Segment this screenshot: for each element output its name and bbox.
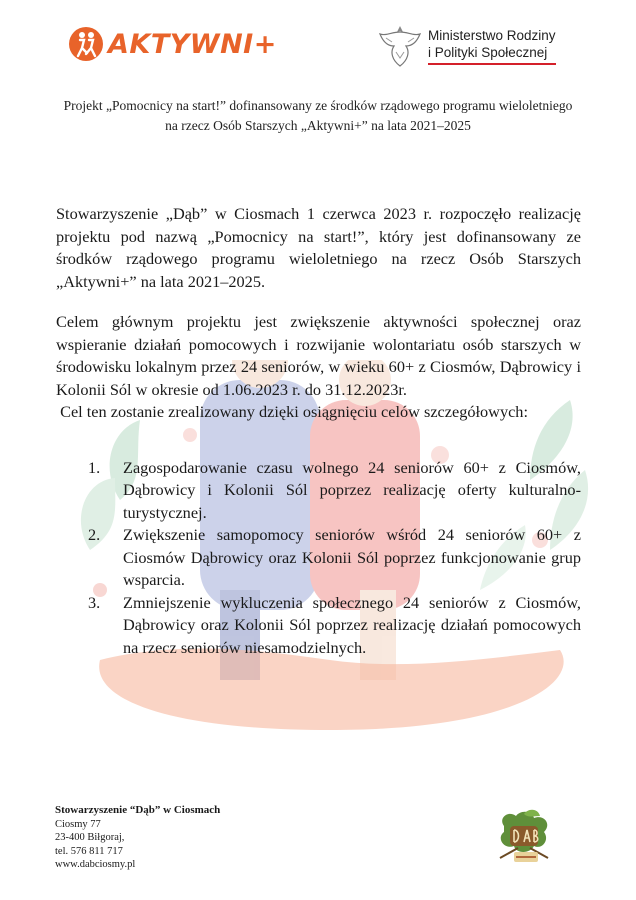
polish-eagle-icon bbox=[378, 22, 422, 70]
ministry-line1: Ministerstwo Rodziny bbox=[428, 28, 556, 43]
aktywni-logo bbox=[68, 26, 277, 62]
project-funding-note bbox=[20, 96, 616, 136]
project-line-1: Projekt „Pomocnicy na start!” dofinansowany ze środków rządowego programu wieloletniego bbox=[63, 98, 573, 113]
footer-city: 23-400 Biłgoraj, bbox=[55, 832, 125, 843]
document-body bbox=[56, 203, 581, 659]
goal-number: 2. bbox=[88, 525, 101, 544]
aktywni-wordmark: AKTYWNI+ bbox=[108, 28, 277, 60]
page-header bbox=[0, 0, 636, 90]
main-goal-paragraph: Celem głównym projektu jest zwiększenie aktywności społecznej oraz wspieranie działań pomocowych i rozwijanie wolontariatu osób starszych w środowisku lokalnym przez 24 seniorów, w wieku 60+ z Ciosmów, Dąbrowicy i Kolonii Sól w okresie od 1.06.2023 r. do 31.12.2023r. bbox=[56, 312, 581, 399]
goal-item bbox=[56, 457, 581, 525]
goal-number: 1. bbox=[88, 457, 101, 477]
intro-paragraph: Stowarzyszenie „Dąb” w Ciosmach 1 czerwca 2023 r. rozpoczęło realizację projektu pod nazwą „Pomocnicy na start!”, który jest dofinansowany ze środków rządowego programu wieloletniego na rzecz Osób Starszych „Aktywni+” na lata 2021–2025. bbox=[56, 204, 581, 291]
goals-intro-paragraph: Cel ten zostanie zrealizowany dzięki osiągnięciu celów szczegółowych: bbox=[56, 402, 528, 421]
goal-text: Zwiększenie samopomocy seniorów wśród 24 seniorów 60+ z Ciosmów Dąbrowicy oraz Kolonii Sól poprzez funkcjonowanie grup wsparcia. bbox=[123, 525, 581, 589]
footer-address bbox=[55, 804, 220, 872]
footer-phone: tel. 576 811 717 bbox=[55, 845, 123, 857]
footer-website[interactable]: www.dabciosmy.pl bbox=[55, 859, 136, 870]
goal-number: 3. bbox=[88, 592, 101, 612]
ministry-logo bbox=[378, 22, 556, 70]
specific-goals-list bbox=[56, 457, 581, 660]
goal-item bbox=[56, 592, 581, 660]
goal-text: Zmniejszenie wykluczenia społecznego 24 seniorów z Ciosmów, Dąbrowicy oraz Kolonii Sól poprzez realizację działań pomocowych na rzecz seniorów niesamodzielnych. bbox=[123, 592, 581, 657]
goal-item bbox=[56, 524, 581, 592]
project-line-2: na rzecz Osób Starszych „Aktywni+” na lata 2021–2025 bbox=[165, 118, 471, 133]
goal-text: Zagospodarowanie czasu wolnego 24 seniorów 60+ z Ciosmów, Dąbrowicy i Kolonii Sól poprzez realizację oferty kulturalno-turystycznej. bbox=[123, 457, 581, 522]
dab-oak-logo-icon bbox=[494, 808, 554, 868]
ministry-name bbox=[428, 27, 556, 65]
footer-street: Ciosmy 77 bbox=[55, 818, 101, 830]
footer-org-name: Stowarzyszenie “Dąb” w Ciosmach bbox=[55, 804, 221, 816]
runners-icon bbox=[68, 26, 104, 62]
ministry-line2: i Polityki Społecznej bbox=[428, 45, 548, 60]
